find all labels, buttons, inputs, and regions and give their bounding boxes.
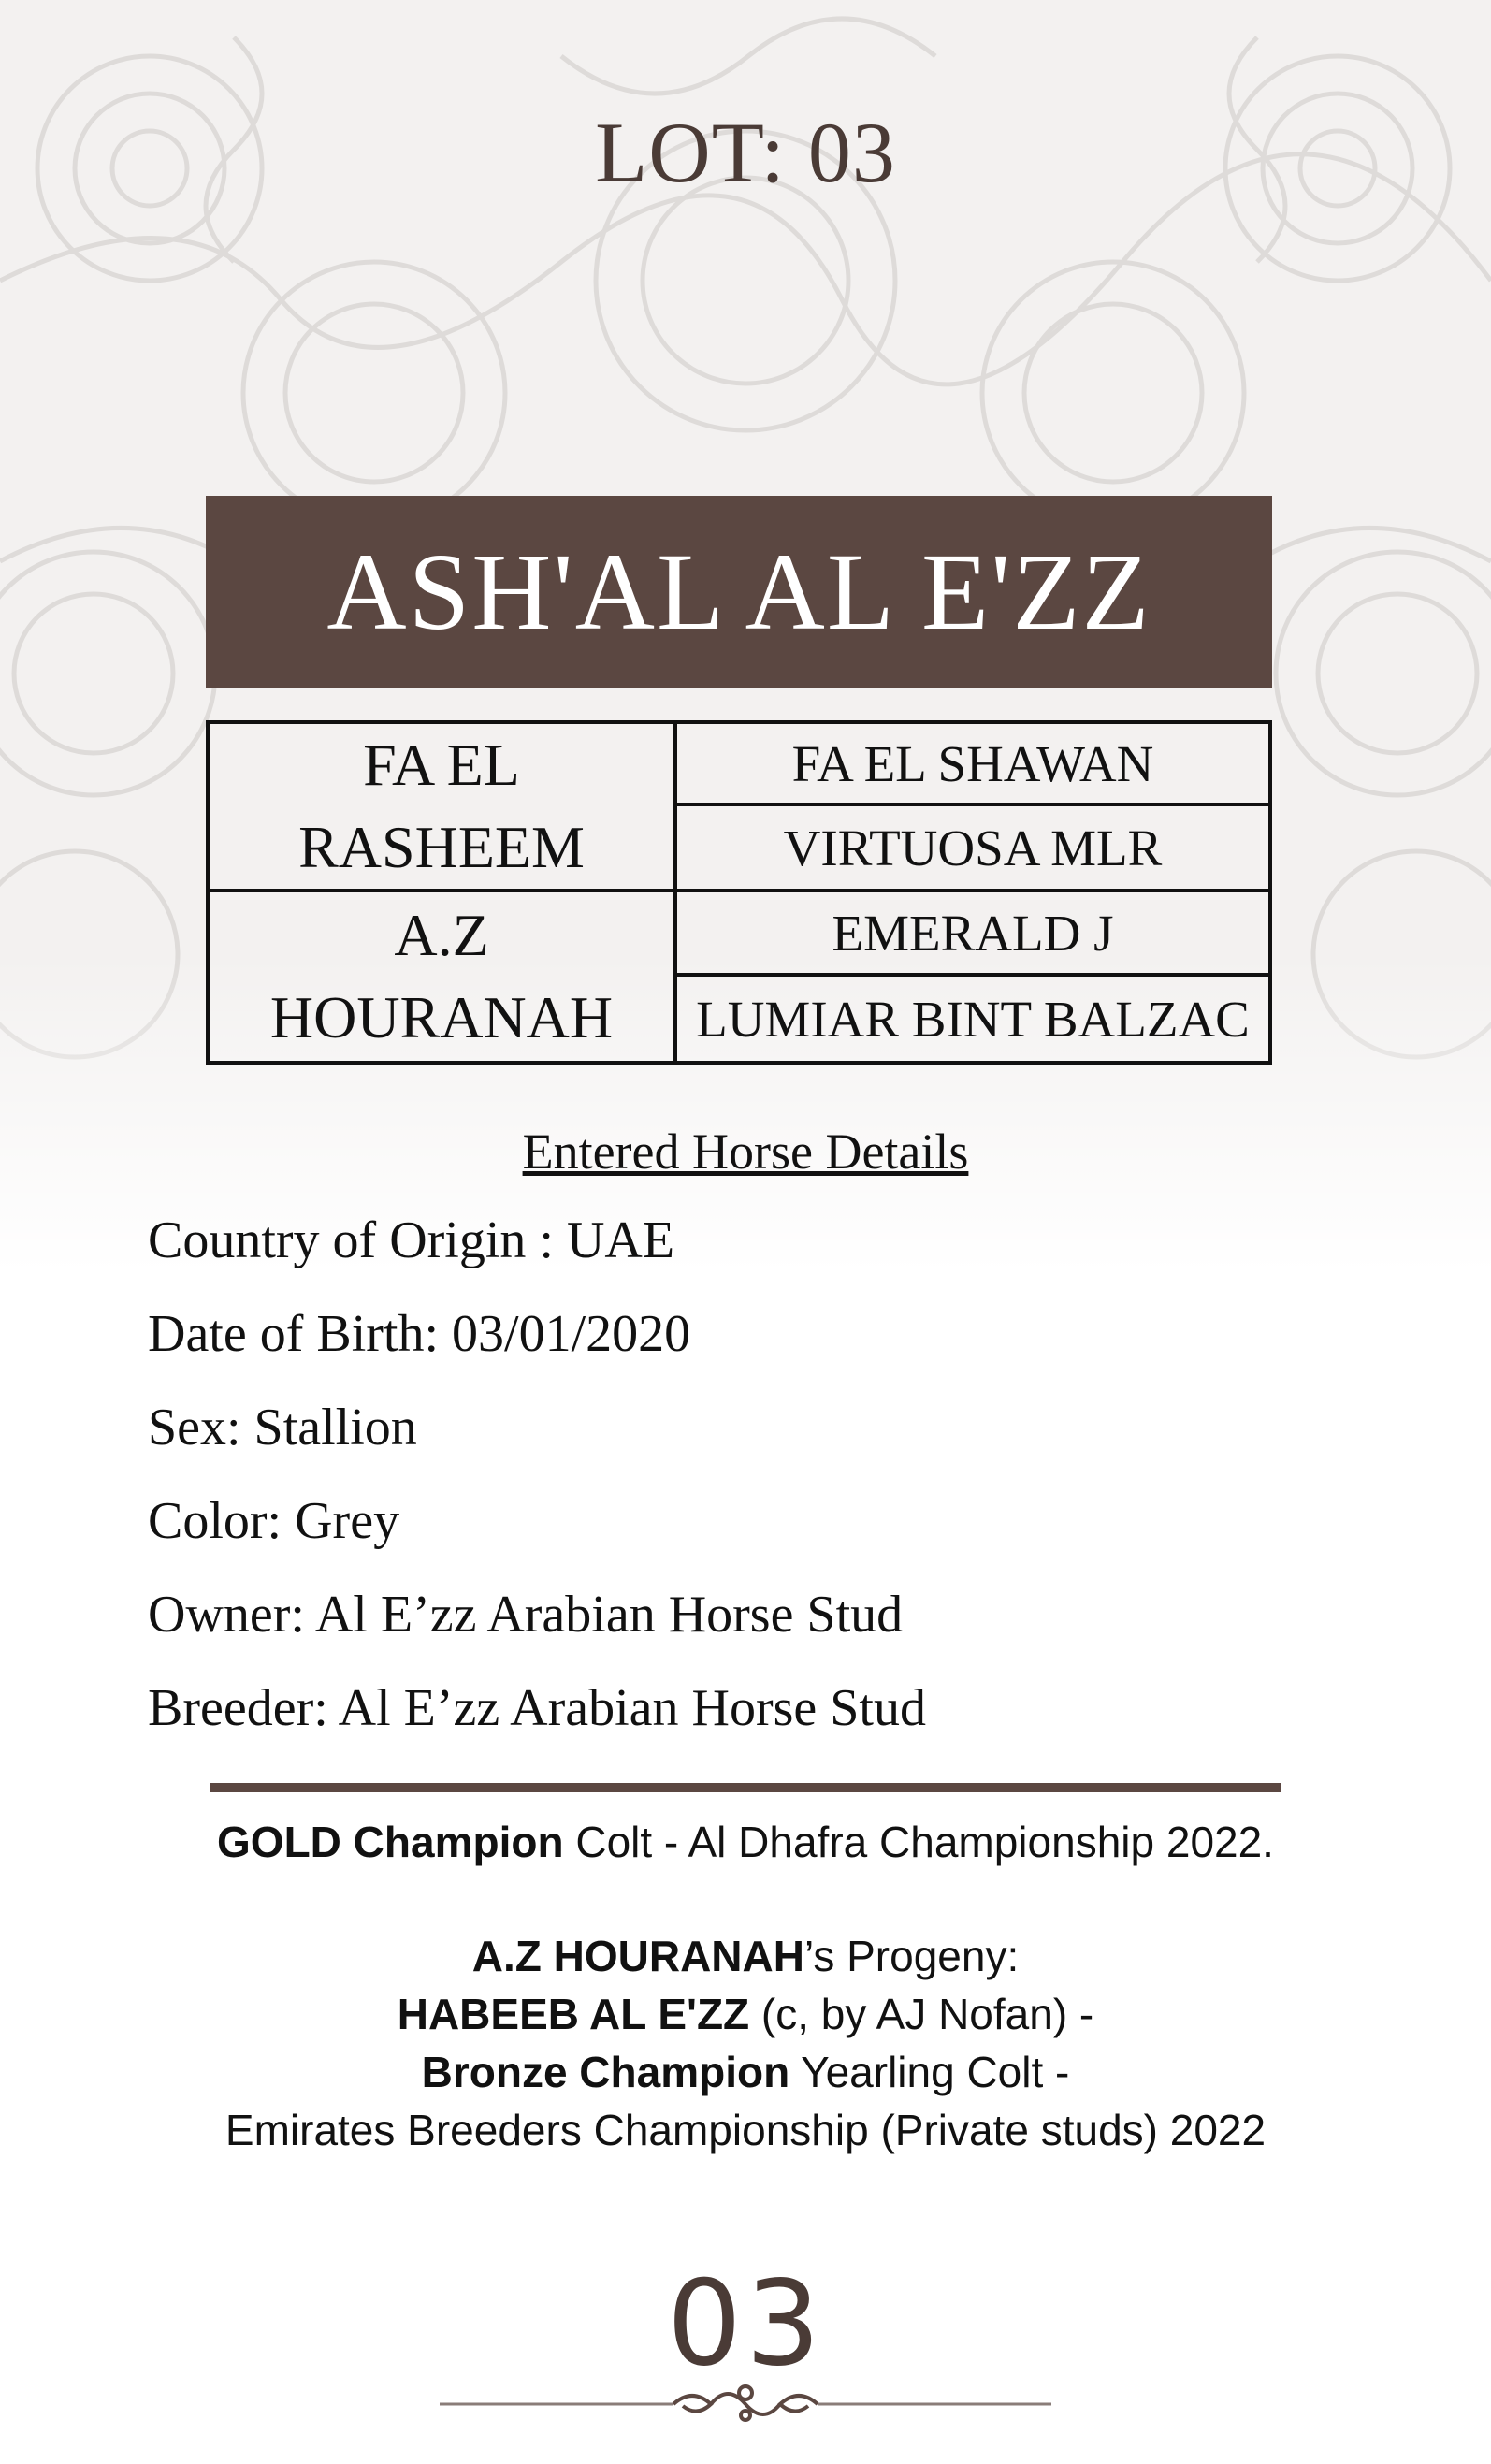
award-bronze-event: Emirates Breeders Championship (Private studs) 2022 xyxy=(224,2106,1267,2154)
lot-title: LOT: 03 xyxy=(595,105,896,200)
award-bronze-title: Bronze Champion xyxy=(421,2048,790,2096)
awards-section xyxy=(0,1813,1491,2159)
detail-sex: Sex: Stallion xyxy=(148,1399,417,1457)
progeny-label: ’s Progeny: xyxy=(803,1932,1020,1980)
pedigree-sire-dam: VIRTUOSA MLR xyxy=(783,819,1163,877)
detail-breeder: Breeder: Al E’zz Arabian Horse Stud xyxy=(148,1679,926,1737)
progeny-heading xyxy=(0,1927,1491,1985)
dam-name-line1: A.Z xyxy=(394,902,489,968)
pedigree-dam-dam: LUMIAR BINT BALZAC xyxy=(696,990,1250,1048)
award-bronze xyxy=(0,2043,1491,2101)
detail-dob: Date of Birth: 03/01/2020 xyxy=(148,1305,691,1363)
pedigree-dam xyxy=(210,892,677,1061)
award-gold-title: GOLD Champion xyxy=(217,1818,564,1866)
detail-owner: Owner: Al E’zz Arabian Horse Stud xyxy=(148,1586,904,1644)
details-list xyxy=(148,1205,926,1766)
progeny-offspring xyxy=(0,1985,1491,2043)
details-heading: Entered Horse Details xyxy=(522,1123,969,1180)
offspring-name: HABEEB AL E'ZZ xyxy=(397,1990,750,2038)
pedigree-dam-sire: EMERALD J xyxy=(677,892,1268,977)
sire-name-line1: FA EL xyxy=(363,732,520,798)
award-gold-detail: Colt - Al Dhafra Championship 2022. xyxy=(563,1818,1274,1866)
horse-name-banner xyxy=(206,496,1272,688)
section-divider xyxy=(210,1783,1281,1792)
sire-parents xyxy=(677,724,1268,892)
sire-name-line2: RASHEEM xyxy=(298,814,585,880)
detail-country: Country of Origin : UAE xyxy=(148,1211,675,1269)
dam-name-line2: HOURANAH xyxy=(269,984,614,1051)
dam-parents xyxy=(677,892,1268,1061)
detail-color: Color: Grey xyxy=(148,1492,400,1550)
page-number: 03 xyxy=(666,2254,825,2392)
pedigree-sire xyxy=(210,724,677,892)
award-bronze-detail: Yearling Colt - xyxy=(789,2048,1070,2096)
progeny-dam-name: A.Z HOURANAH xyxy=(471,1932,804,1980)
pedigree-sire-sire: FA EL SHAWAN xyxy=(677,724,1268,806)
pedigree-table xyxy=(206,720,1272,1065)
award-gold xyxy=(0,1813,1491,1871)
offspring-detail: (c, by AJ Nofan) - xyxy=(749,1990,1094,2038)
flourish-ornament-icon xyxy=(440,2376,1051,2432)
horse-name: ASH'AL AL E'ZZ xyxy=(326,530,1151,653)
